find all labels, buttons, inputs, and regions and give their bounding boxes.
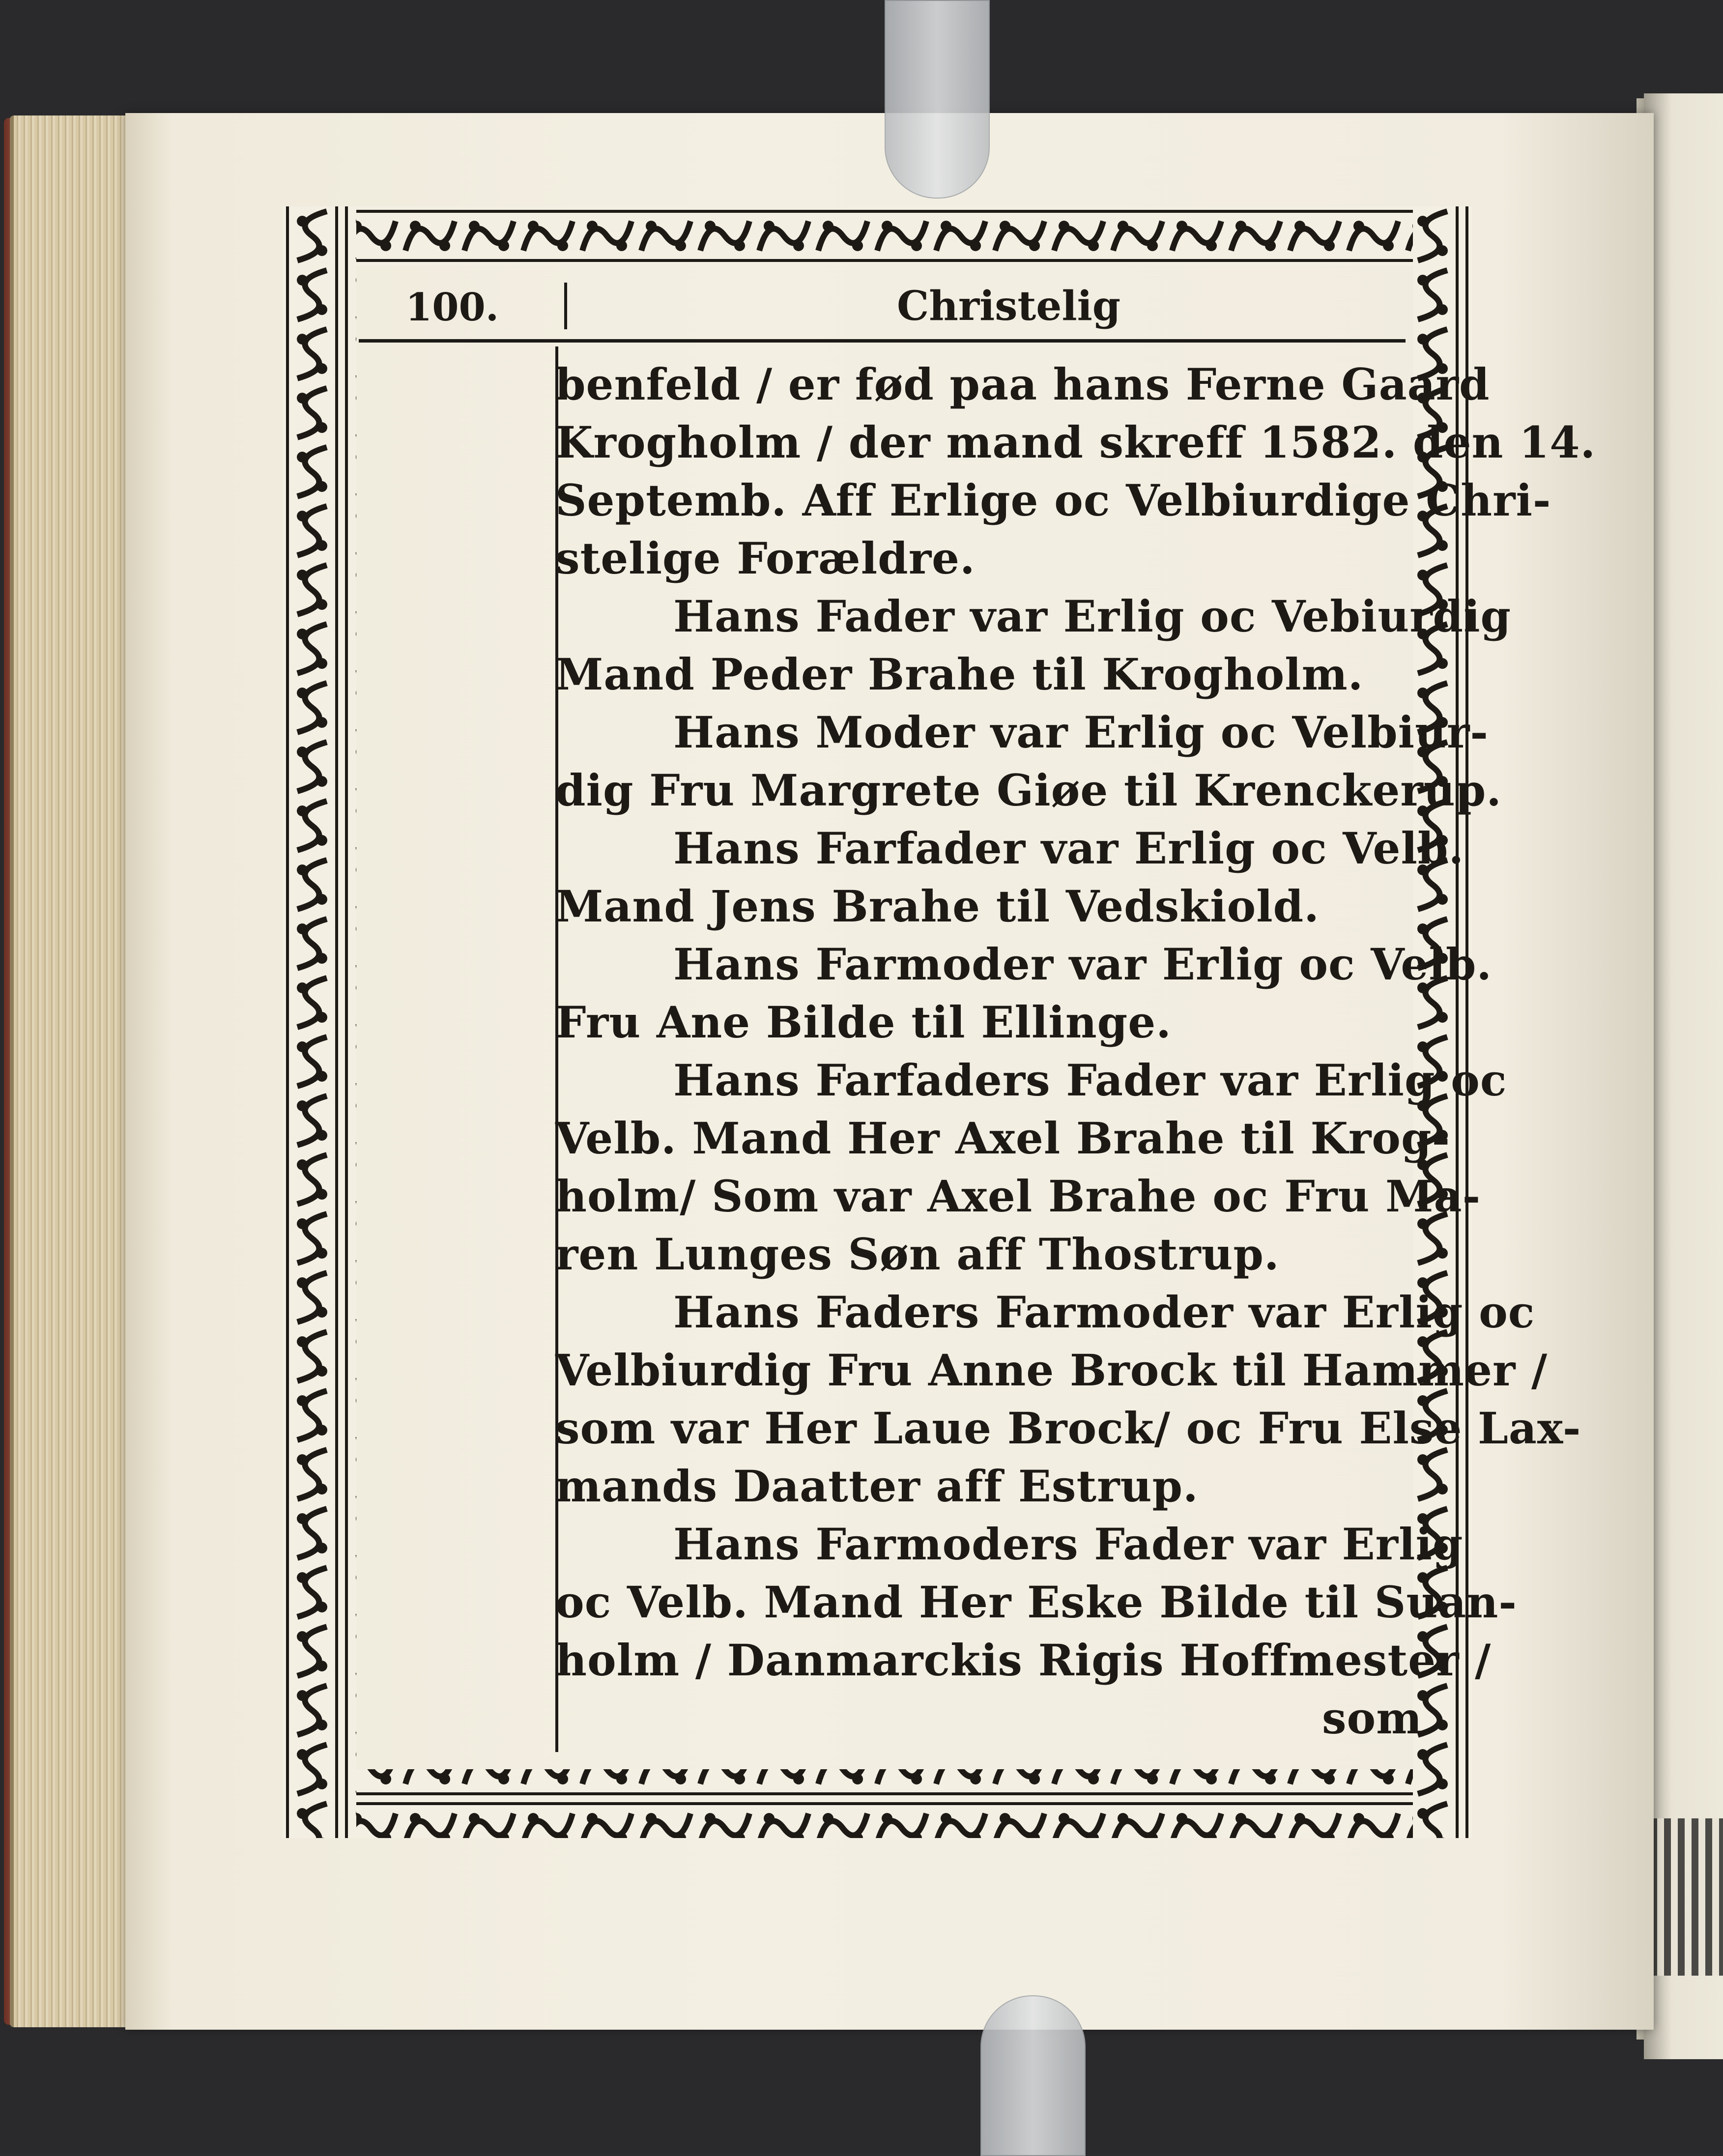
text-line: Hans Faders Farmoder var Erlig oc (673, 1287, 1535, 1338)
text-line: holm / Danmarckis Rigis Hoffmester / (555, 1635, 1492, 1686)
header-divider (564, 283, 567, 329)
text-line: Hans Farmoder var Erlig oc Velb. (673, 939, 1493, 990)
text-line: Septemb. Aff Erlige oc Velbiurdige Chri- (555, 475, 1551, 526)
catchword: som (1322, 1693, 1423, 1744)
text-line: oc Velb. Mand Her Eske Bilde til Suan- (555, 1577, 1517, 1628)
text-line: Krogholm / der mand skreff 1582. den 14. (555, 417, 1596, 468)
text-line: Mand Jens Brahe til Vedskiold. (555, 881, 1320, 932)
text-line: Hans Farmoders Fader var Erlig (673, 1519, 1464, 1570)
running-title: Christelig (897, 283, 1121, 330)
page-clip-bottom (980, 1995, 1086, 2156)
text-line: Hans Farfader var Erlig oc Velb. (673, 823, 1465, 874)
text-line: som var Her Laue Brock/ oc Fru Else Lax- (555, 1403, 1581, 1454)
text-line: Fru Ane Bilde til Ellinge. (555, 997, 1172, 1048)
text-line: stelige Forældre. (555, 533, 976, 584)
text-line: ren Lunges Søn aff Thostrup. (555, 1229, 1280, 1280)
text-line: benfeld / er fød paa hans Ferne Gaard (555, 359, 1490, 410)
text-line: Hans Moder var Erlig oc Velbiur- (673, 707, 1489, 758)
text-line: Hans Fader var Erlig oc Vebiurdig (673, 591, 1512, 642)
text-line: mands Daatter aff Estrup. (555, 1461, 1199, 1512)
header-rule (359, 339, 1406, 343)
text-line: Velb. Mand Her Axel Brahe til Krog- (555, 1113, 1451, 1164)
text-line: Velbiurdig Fru Anne Brock til Hammer / (555, 1345, 1548, 1396)
text-line: Hans Farfaders Fader var Erlig oc (673, 1055, 1507, 1106)
text-line: Mand Peder Brahe til Krogholm. (555, 649, 1364, 700)
facing-page (1644, 93, 1723, 2059)
text-line: holm/ Som var Axel Brahe oc Fru Ma- (555, 1171, 1481, 1222)
text-line: dig Fru Margrete Giøe til Krenckerup. (555, 765, 1502, 816)
page-number: 100. (405, 285, 499, 330)
page-clip-top (885, 0, 990, 199)
